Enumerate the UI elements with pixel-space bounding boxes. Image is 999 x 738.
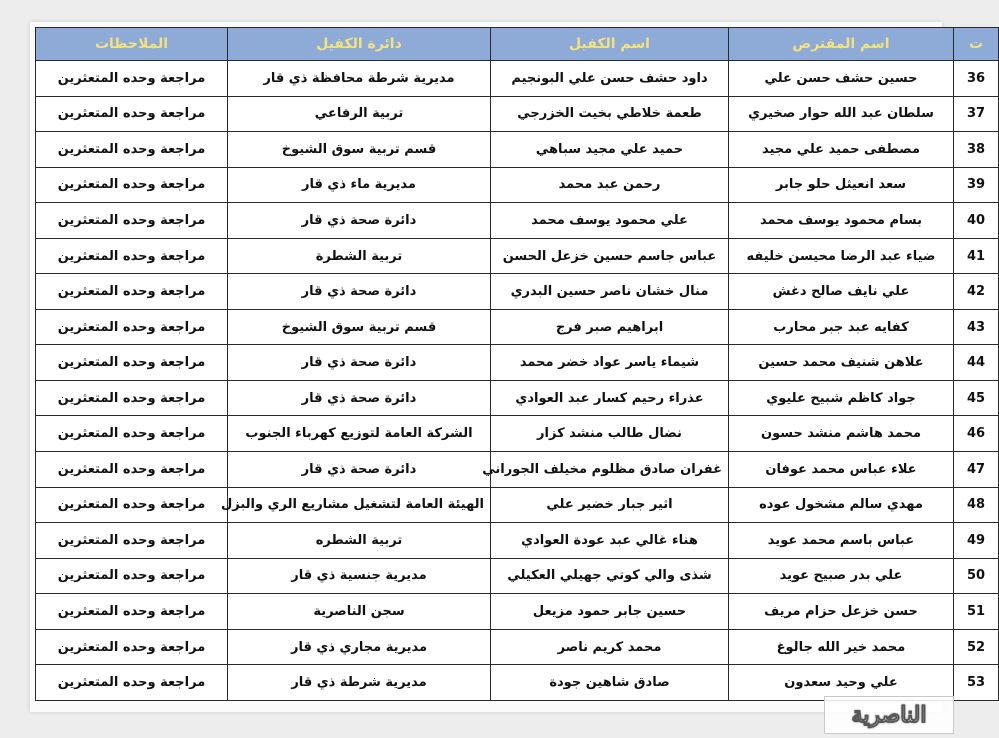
cell-notes: مراجعة وحده المتعثرين bbox=[36, 665, 228, 701]
cell-no: 43 bbox=[954, 309, 999, 345]
cell-guarantor: صادق شاهين جودة bbox=[491, 665, 729, 701]
cell-guarantor: غفران صادق مظلوم مخيلف الجوراني bbox=[491, 452, 729, 488]
cell-department: دائرة صحة ذي قار bbox=[228, 380, 491, 416]
cell-guarantor: هناء غالي عبد عودة العوادي bbox=[491, 523, 729, 559]
cell-notes: مراجعة وحده المتعثرين bbox=[36, 167, 228, 203]
cell-notes: مراجعة وحده المتعثرين bbox=[36, 238, 228, 274]
cell-notes: مراجعة وحده المتعثرين bbox=[36, 380, 228, 416]
header-department: دائرة الكفيل bbox=[228, 28, 491, 61]
header-notes: الملاحظات bbox=[36, 28, 228, 61]
cell-guarantor: رحمن عبد محمد bbox=[491, 167, 729, 203]
cell-borrower: محمد هاشم منشد حسون bbox=[729, 416, 954, 452]
cell-department: دائرة صحة ذي قار bbox=[228, 345, 491, 381]
cell-department: دائرة صحة ذي قار bbox=[228, 203, 491, 239]
table-row bbox=[36, 132, 999, 168]
table-row bbox=[36, 203, 999, 239]
cell-guarantor: حسين جابر حمود مزيعل bbox=[491, 594, 729, 630]
table-row bbox=[36, 274, 999, 310]
cell-department: سجن الناصرية bbox=[228, 594, 491, 630]
cell-notes: مراجعة وحده المتعثرين bbox=[36, 594, 228, 630]
cell-department: تربية الشطره bbox=[228, 523, 491, 559]
cell-department: دائرة صحة ذي قار bbox=[228, 274, 491, 310]
cell-borrower: كفايه عبد جبر محارب bbox=[729, 309, 954, 345]
table-row bbox=[36, 558, 999, 594]
cell-borrower: علي نايف صالح دغش bbox=[729, 274, 954, 310]
header-guarantor: اسم الكفيل bbox=[491, 28, 729, 61]
cell-department: مديرية شرطة محافظة ذي قار bbox=[228, 61, 491, 97]
cell-guarantor: داود حشف حسن علي البونجيم bbox=[491, 61, 729, 97]
cell-no: 53 bbox=[954, 665, 999, 701]
cell-borrower: ضياء عبد الرضا محيسن خليفه bbox=[729, 238, 954, 274]
cell-guarantor: محمد كريم ناصر bbox=[491, 629, 729, 665]
header-no: ت bbox=[954, 28, 999, 61]
cell-guarantor: عذراء رحيم كسار عبد العوادي bbox=[491, 380, 729, 416]
table-row bbox=[36, 452, 999, 488]
cell-borrower: جواد كاظم شبيح عليوي bbox=[729, 380, 954, 416]
cell-borrower: حسين حشف حسن علي bbox=[729, 61, 954, 97]
cell-notes: مراجعة وحده المتعثرين bbox=[36, 132, 228, 168]
cell-notes: مراجعة وحده المتعثرين bbox=[36, 452, 228, 488]
cell-department: تربية الشطرة bbox=[228, 238, 491, 274]
cell-department: تربية الرفاعي bbox=[228, 96, 491, 132]
table-row bbox=[36, 61, 999, 97]
cell-borrower: عباس باسم محمد عويد bbox=[729, 523, 954, 559]
cell-no: 41 bbox=[954, 238, 999, 274]
cell-notes: مراجعة وحده المتعثرين bbox=[36, 61, 228, 97]
table-body bbox=[36, 61, 999, 701]
cell-guarantor: منال خشان ناصر حسين البدري bbox=[491, 274, 729, 310]
table-row bbox=[36, 416, 999, 452]
cell-guarantor: عباس جاسم حسين خزعل الحسن bbox=[491, 238, 729, 274]
table-row bbox=[36, 487, 999, 523]
cell-borrower: بسام محمود يوسف محمد bbox=[729, 203, 954, 239]
cell-guarantor: شذى والي كوتي جهيلي العكيلي bbox=[491, 558, 729, 594]
cell-no: 37 bbox=[954, 96, 999, 132]
cell-department: دائرة صحة ذي قار bbox=[228, 452, 491, 488]
cell-borrower: علاء عباس محمد عوفان bbox=[729, 452, 954, 488]
table-row bbox=[36, 238, 999, 274]
cell-department: الهيئة العامة لتشغيل مشاريع الري والبزل bbox=[228, 487, 491, 523]
cell-borrower: علي وحيد سعدون bbox=[729, 665, 954, 701]
cell-no: 36 bbox=[954, 61, 999, 97]
cell-no: 39 bbox=[954, 167, 999, 203]
cell-department: الشركة العامة لتوزيع كهرباء الجنوب bbox=[228, 416, 491, 452]
cell-guarantor: ابراهيم صبر فرج bbox=[491, 309, 729, 345]
cell-department: قسم تربية سوق الشيوخ bbox=[228, 309, 491, 345]
cell-department: قسم تربية سوق الشيوخ bbox=[228, 132, 491, 168]
cell-notes: مراجعة وحده المتعثرين bbox=[36, 96, 228, 132]
cell-no: 50 bbox=[954, 558, 999, 594]
table-row bbox=[36, 380, 999, 416]
cell-notes: مراجعة وحده المتعثرين bbox=[36, 345, 228, 381]
cell-no: 47 bbox=[954, 452, 999, 488]
cell-borrower: سلطان عبد الله حوار صخيري bbox=[729, 96, 954, 132]
header-borrower: اسم المقترض bbox=[729, 28, 954, 61]
table-row bbox=[36, 167, 999, 203]
guarantors-table bbox=[35, 27, 999, 701]
cell-guarantor: حميد علي مجيد سباهي bbox=[491, 132, 729, 168]
cell-notes: مراجعة وحده المتعثرين bbox=[36, 558, 228, 594]
cell-notes: مراجعة وحده المتعثرين bbox=[36, 274, 228, 310]
cell-no: 49 bbox=[954, 523, 999, 559]
table-header-row bbox=[36, 28, 999, 61]
cell-no: 52 bbox=[954, 629, 999, 665]
watermark-logo: الناصرية bbox=[824, 696, 954, 734]
cell-department: مديرية مجاري ذي قار bbox=[228, 629, 491, 665]
cell-no: 46 bbox=[954, 416, 999, 452]
cell-no: 40 bbox=[954, 203, 999, 239]
table-row bbox=[36, 309, 999, 345]
cell-department: مديرية جنسية ذي قار bbox=[228, 558, 491, 594]
cell-notes: مراجعة وحده المتعثرين bbox=[36, 416, 228, 452]
cell-borrower: علاهن شنيف محمد حسين bbox=[729, 345, 954, 381]
cell-no: 45 bbox=[954, 380, 999, 416]
table-row bbox=[36, 523, 999, 559]
cell-no: 44 bbox=[954, 345, 999, 381]
cell-notes: مراجعة وحده المتعثرين bbox=[36, 203, 228, 239]
table-row bbox=[36, 594, 999, 630]
table-row bbox=[36, 96, 999, 132]
cell-department: مديرية شرطة ذي قار bbox=[228, 665, 491, 701]
cell-guarantor: طعمة خلاطي بخيت الخزرجي bbox=[491, 96, 729, 132]
cell-guarantor: اثير جبار خضير علي bbox=[491, 487, 729, 523]
cell-guarantor: نضال طالب منشد كزار bbox=[491, 416, 729, 452]
cell-borrower: محمد خير الله جالوغ bbox=[729, 629, 954, 665]
cell-borrower: حسن خزعل حزام مريف bbox=[729, 594, 954, 630]
cell-notes: مراجعة وحده المتعثرين bbox=[36, 629, 228, 665]
cell-no: 48 bbox=[954, 487, 999, 523]
cell-department: مديرية ماء ذي قار bbox=[228, 167, 491, 203]
cell-guarantor: شيماء ياسر عواد خضر محمد bbox=[491, 345, 729, 381]
cell-notes: مراجعة وحده المتعثرين bbox=[36, 523, 228, 559]
table-row bbox=[36, 345, 999, 381]
cell-guarantor: علي محمود يوسف محمد bbox=[491, 203, 729, 239]
cell-borrower: مصطفى حميد علي مجيد bbox=[729, 132, 954, 168]
cell-borrower: علي بدر صبيح عويد bbox=[729, 558, 954, 594]
cell-no: 38 bbox=[954, 132, 999, 168]
cell-borrower: مهدي سالم مشخول عوده bbox=[729, 487, 954, 523]
table-row bbox=[36, 629, 999, 665]
cell-no: 51 bbox=[954, 594, 999, 630]
cell-no: 42 bbox=[954, 274, 999, 310]
cell-notes: مراجعة وحده المتعثرين bbox=[36, 309, 228, 345]
cell-notes: مراجعة وحده المتعثرين bbox=[36, 487, 228, 523]
cell-borrower: سعد انعيثل حلو جابر bbox=[729, 167, 954, 203]
